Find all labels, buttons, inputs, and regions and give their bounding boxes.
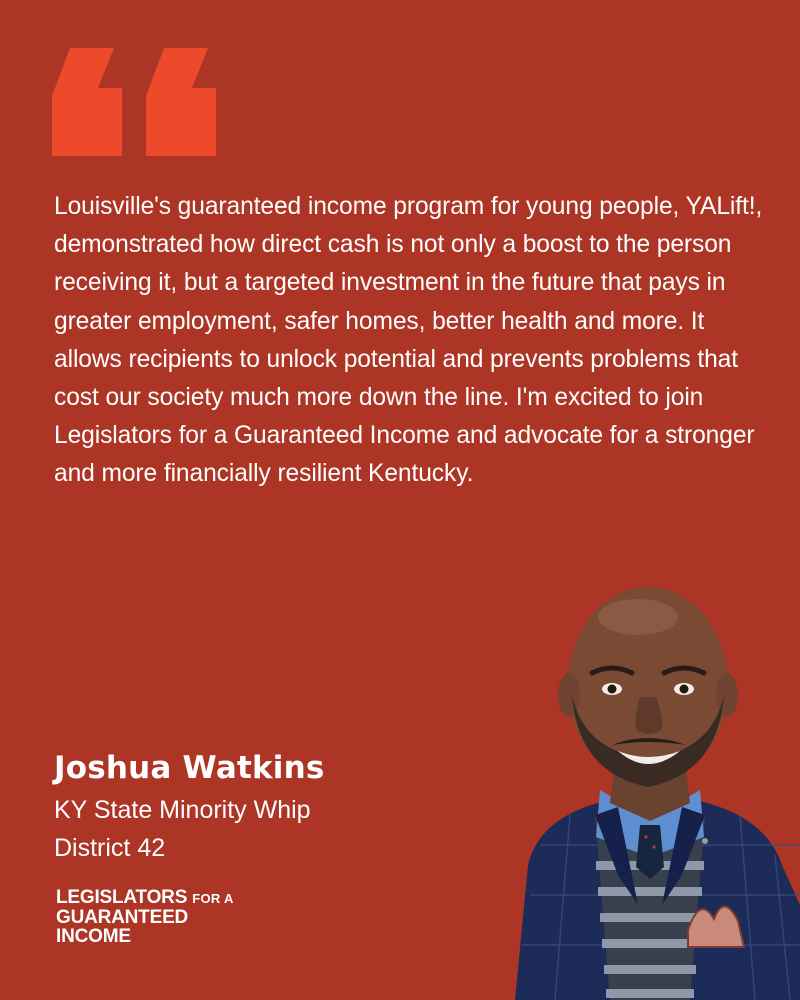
logo-line2: GUARANTEED: [56, 907, 189, 928]
quote-text: Louisville's guaranteed income program for young people, YALift!, demonstrated how direct cash is not only a boost to the person receiving it, but a targeted investment in the future that pays in greater employment, safer homes, better health and more. It allows recipients to unlock potential and prevents problems that cost our society much more down the line. I'm excited to join Legislators for a Guaranteed Income and advocate for a stronger and more financially resilient Kentucky.: [54, 193, 763, 488]
logo-line1-small: FOR A: [192, 891, 234, 906]
open-quote-icon: [52, 48, 220, 156]
portrait-photo: [500, 575, 800, 1000]
logo-line1: LEGISLATORS: [56, 887, 188, 908]
person-name: Joshua Watkins: [54, 750, 325, 786]
person-title: KY State Minority Whip: [54, 796, 311, 824]
organization-logo: [56, 888, 234, 946]
logo-line3: INCOME: [56, 926, 131, 947]
person-district: District 42: [54, 834, 166, 862]
